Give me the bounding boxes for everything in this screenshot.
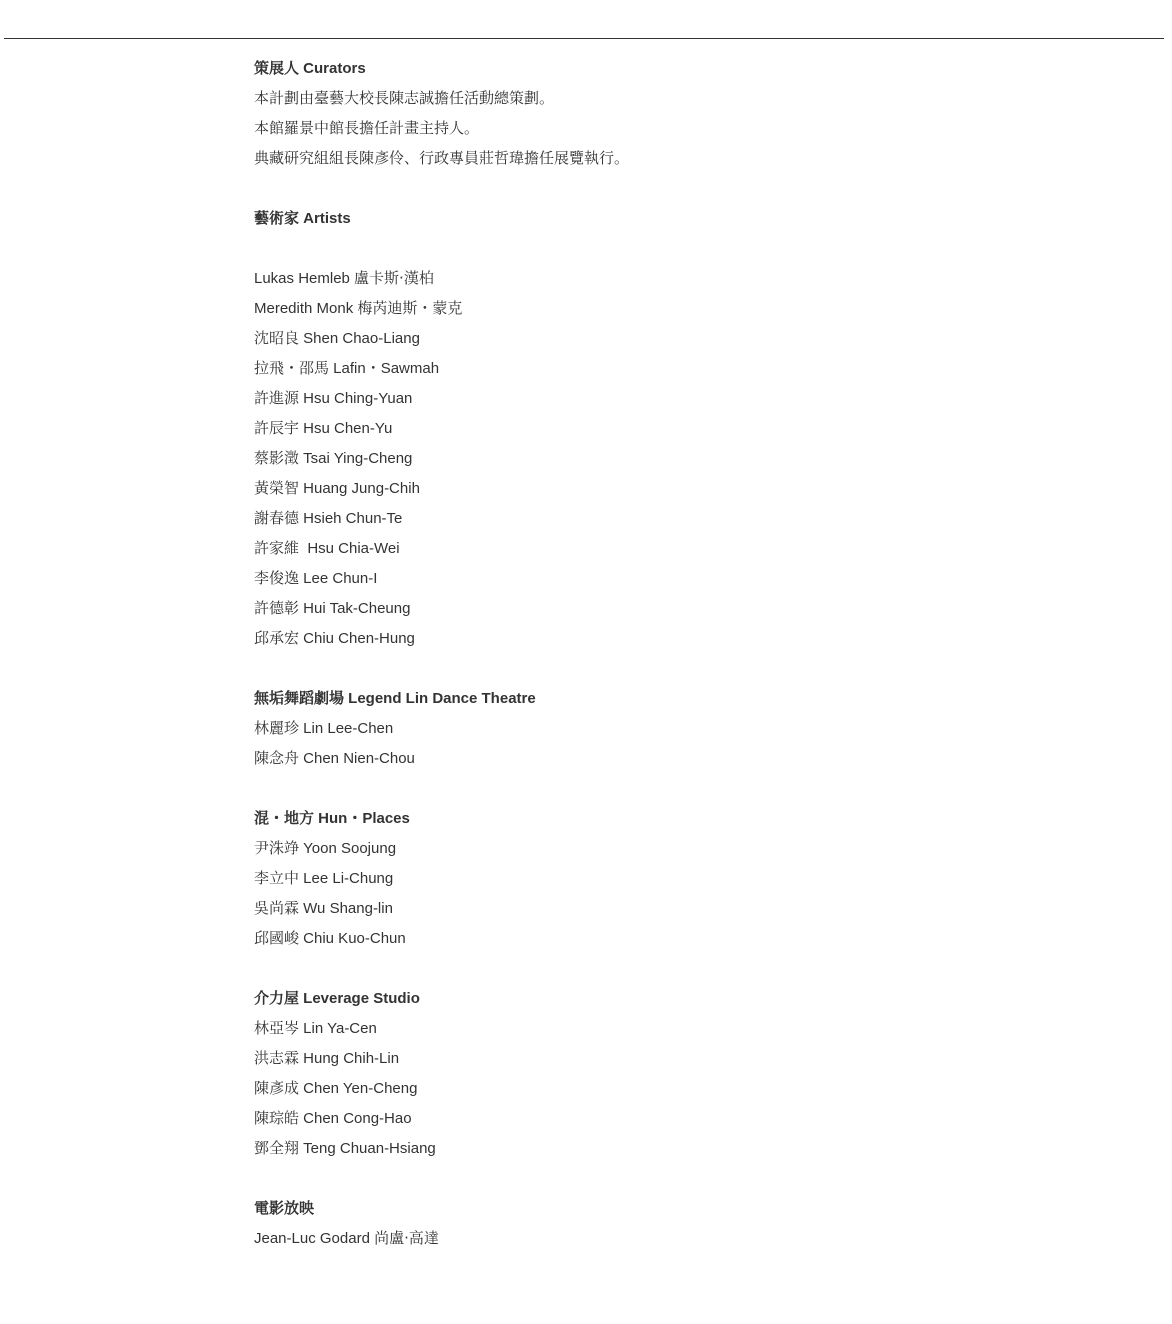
list-item: 許辰宇 Hsu Chen-Yu: [254, 420, 393, 437]
section-legend-lin-dance-theatre: [254, 684, 954, 774]
list-item: 許進源 Hsu Ching-Yuan: [254, 390, 413, 407]
spacer: [254, 774, 954, 804]
list-item: 林麗珍 Lin Lee-Chen: [254, 720, 394, 737]
list-item: 黃榮智 Huang Jung-Chih: [254, 480, 420, 497]
credit-line: 本館羅景中館長擔任計畫主持人。: [254, 120, 480, 137]
list-item: 洪志霖 Hung Chih-Lin: [254, 1050, 400, 1067]
section-heading: 混・地方 Hun・Places: [254, 810, 410, 827]
spacer: [254, 1164, 954, 1194]
artist-list: [254, 264, 954, 654]
spacer: [254, 234, 954, 264]
section-curators: [254, 54, 954, 174]
credits-content: [254, 54, 954, 1254]
list-item: Meredith Monk 梅芮迪斯・蒙克: [254, 300, 463, 317]
list-item: 陳念舟 Chen Nien-Chou: [254, 750, 415, 767]
section-heading: 策展人 Curators: [254, 60, 366, 77]
list-item: 拉飛・邵馬 Lafin・Sawmah: [254, 360, 440, 377]
section-heading: 藝術家 Artists: [254, 210, 351, 227]
list-item: 蔡影澂 Tsai Ying-Cheng: [254, 450, 413, 467]
list-item: 許家維 Hsu Chia-Wei: [254, 540, 400, 557]
list-item: 沈昭良 Shen Chao-Liang: [254, 330, 420, 347]
section-film-screening: [254, 1194, 954, 1254]
list-item: 尹洙竫 Yoon Soojung: [254, 840, 397, 857]
list-item: 吳尚霖 Wu Shang-lin: [254, 900, 393, 917]
list-item: 邱國峻 Chiu Kuo-Chun: [254, 930, 406, 947]
spacer: [254, 174, 954, 204]
list-item: 許德彰 Hui Tak-Cheung: [254, 600, 411, 617]
list-item: 李立中 Lee Li-Chung: [254, 870, 394, 887]
list-item: 李俊逸 Lee Chun-I: [254, 570, 378, 587]
list-item: Jean-Luc Godard 尚盧‧高達: [254, 1230, 439, 1247]
section-heading: 介力屋 Leverage Studio: [254, 990, 420, 1007]
top-divider: [4, 38, 1164, 39]
section-hun-places: [254, 804, 954, 954]
list-item: 邱承宏 Chiu Chen-Hung: [254, 630, 415, 647]
credit-line: 本計劃由臺藝大校長陳志誠擔任活動總策劃。: [254, 90, 555, 107]
section-artists: [254, 204, 954, 234]
section-heading: 電影放映: [254, 1200, 315, 1217]
spacer: [254, 954, 954, 984]
list-item: 陳彥成 Chen Yen-Cheng: [254, 1080, 418, 1097]
list-item: 林亞岑 Lin Ya-Cen: [254, 1020, 377, 1037]
section-leverage-studio: [254, 984, 954, 1164]
list-item: 謝春德 Hsieh Chun-Te: [254, 510, 403, 527]
list-item: 陳琮皓 Chen Cong-Hao: [254, 1110, 412, 1127]
list-item: 鄧全翔 Teng Chuan-Hsiang: [254, 1140, 436, 1157]
spacer: [254, 654, 954, 684]
list-item: Lukas Hemleb 盧卡斯‧漢柏: [254, 270, 434, 287]
credit-line: 典藏研究組組長陳彥伶、行政專員莊哲瑋擔任展覽執行。: [254, 150, 630, 167]
section-heading: 無垢舞蹈劇場 Legend Lin Dance Theatre: [254, 690, 536, 707]
